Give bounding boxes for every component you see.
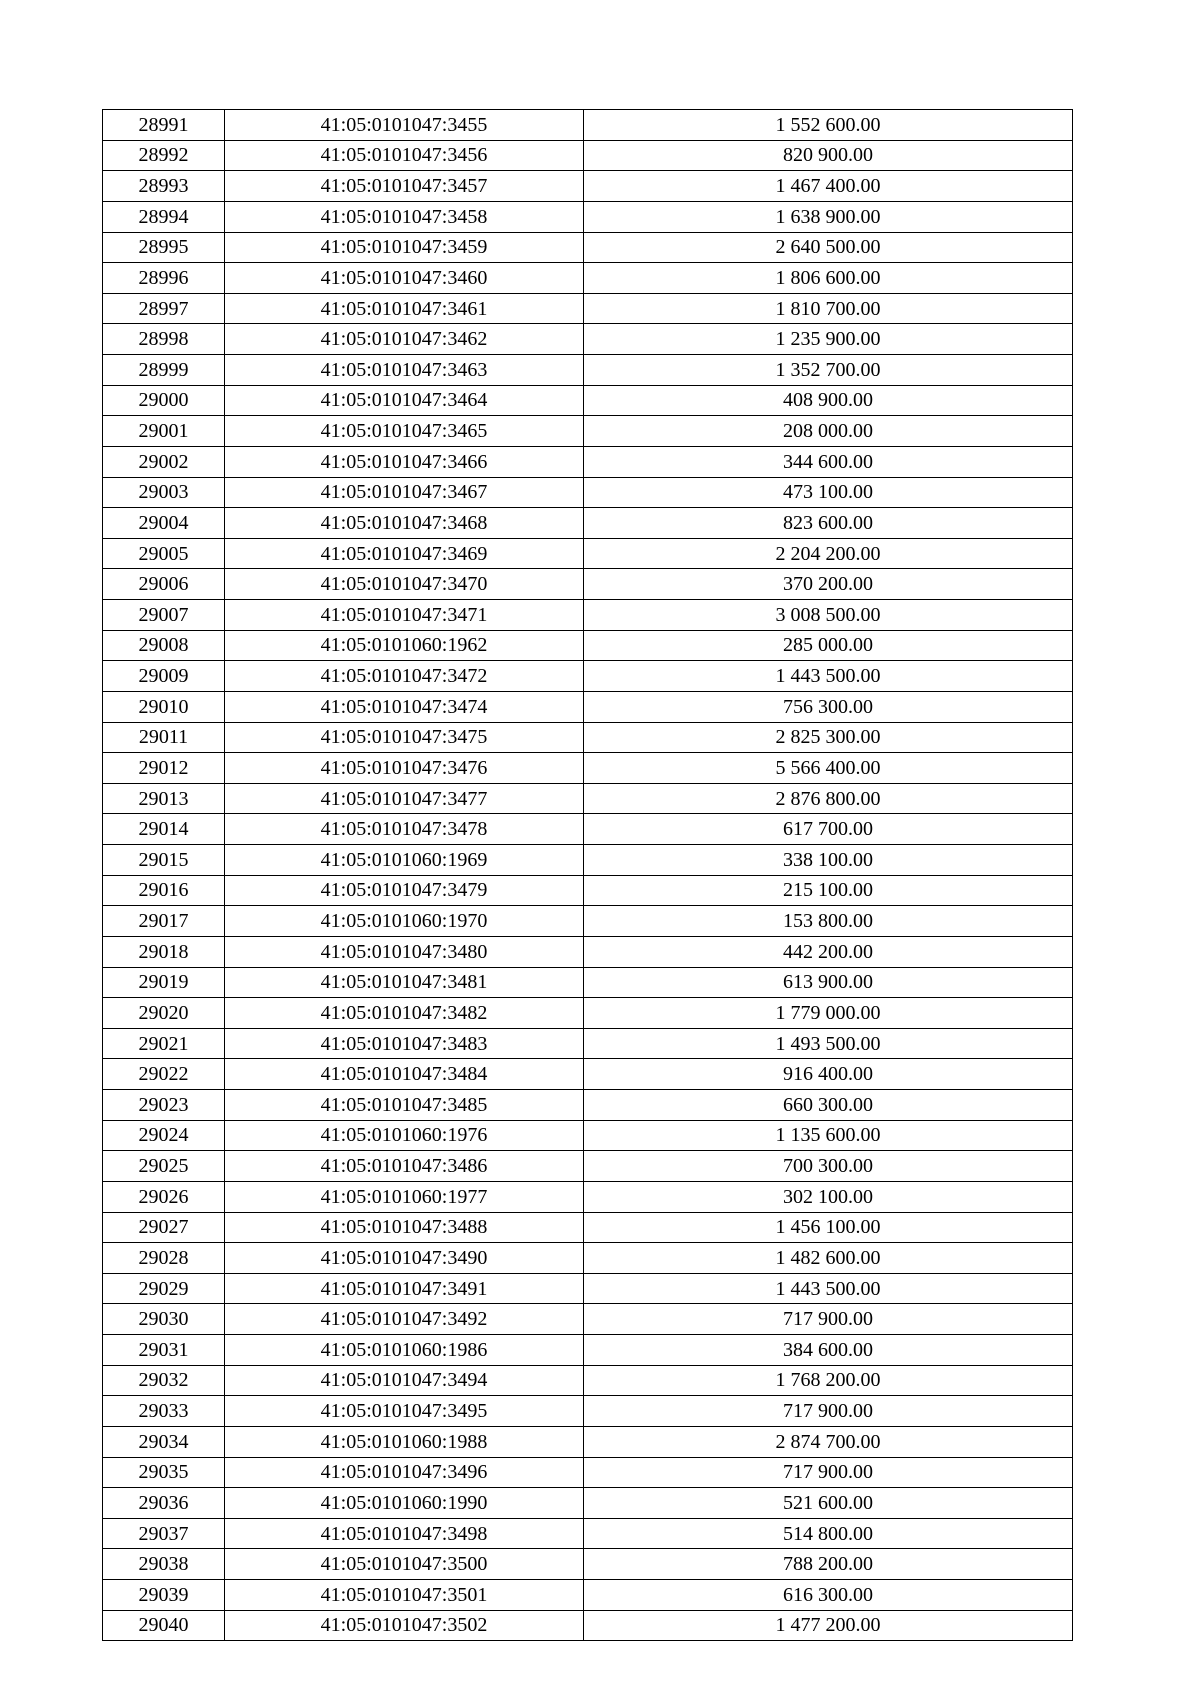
table-row [103,1304,1073,1335]
row-number-cell: 29009 [103,661,225,692]
cadastral-value-cell: 660 300.00 [584,1090,1073,1121]
table-row [103,661,1073,692]
cadastral-number-cell: 41:05:0101047:3478 [225,814,584,845]
cadastral-number-cell: 41:05:0101047:3456 [225,140,584,171]
row-number-cell: 29011 [103,722,225,753]
table-row [103,110,1073,141]
cadastral-value-cell: 514 800.00 [584,1518,1073,1549]
cadastral-value-cell: 153 800.00 [584,906,1073,937]
cadastral-number-cell: 41:05:0101047:3472 [225,661,584,692]
row-number-cell: 29028 [103,1243,225,1274]
cadastral-number-cell: 41:05:0101060:1969 [225,845,584,876]
table-row [103,293,1073,324]
row-number-cell: 28992 [103,140,225,171]
row-number-cell: 28991 [103,110,225,141]
cadastral-number-cell: 41:05:0101047:3467 [225,477,584,508]
table-row [103,1457,1073,1488]
cadastral-number-cell: 41:05:0101047:3491 [225,1273,584,1304]
row-number-cell: 29029 [103,1273,225,1304]
cadastral-number-cell: 41:05:0101047:3474 [225,691,584,722]
row-number-cell: 29013 [103,783,225,814]
table-row [103,201,1073,232]
cadastral-value-cell: 1 552 600.00 [584,110,1073,141]
row-number-cell: 29040 [103,1610,225,1641]
cadastral-value-cell: 1 467 400.00 [584,171,1073,202]
row-number-cell: 29019 [103,967,225,998]
table-row [103,845,1073,876]
cadastral-value-cell: 208 000.00 [584,416,1073,447]
cadastral-value-cell: 384 600.00 [584,1335,1073,1366]
row-number-cell: 29025 [103,1151,225,1182]
table-row [103,967,1073,998]
cadastral-value-cell: 338 100.00 [584,845,1073,876]
row-number-cell: 29026 [103,1181,225,1212]
row-number-cell: 29027 [103,1212,225,1243]
cadastral-value-cell: 1 768 200.00 [584,1365,1073,1396]
cadastral-value-cell: 370 200.00 [584,569,1073,600]
table-row [103,446,1073,477]
table-row [103,1243,1073,1274]
row-number-cell: 29022 [103,1059,225,1090]
cadastral-number-cell: 41:05:0101047:3496 [225,1457,584,1488]
table-row [103,998,1073,1029]
row-number-cell: 29004 [103,508,225,539]
cadastral-number-cell: 41:05:0101047:3500 [225,1549,584,1580]
row-number-cell: 29012 [103,753,225,784]
cadastral-number-cell: 41:05:0101047:3482 [225,998,584,1029]
cadastral-value-cell: 3 008 500.00 [584,600,1073,631]
cadastral-value-cell: 756 300.00 [584,691,1073,722]
cadastral-number-cell: 41:05:0101047:3469 [225,538,584,569]
cadastral-number-cell: 41:05:0101047:3495 [225,1396,584,1427]
cadastral-number-cell: 41:05:0101060:1977 [225,1181,584,1212]
row-number-cell: 28998 [103,324,225,355]
table-row [103,1212,1073,1243]
row-number-cell: 29008 [103,630,225,661]
cadastral-number-cell: 41:05:0101047:3471 [225,600,584,631]
table-row [103,416,1073,447]
cadastral-value-cell: 2 874 700.00 [584,1426,1073,1457]
cadastral-value-cell: 521 600.00 [584,1488,1073,1519]
table-row [103,1059,1073,1090]
row-number-cell: 29031 [103,1335,225,1366]
table-row [103,1273,1073,1304]
row-number-cell: 29030 [103,1304,225,1335]
cadastral-value-cell: 1 779 000.00 [584,998,1073,1029]
cadastral-number-cell: 41:05:0101047:3457 [225,171,584,202]
cadastral-value-cell: 717 900.00 [584,1304,1073,1335]
table-body [103,110,1073,1641]
cadastral-value-cell: 473 100.00 [584,477,1073,508]
cadastral-value-cell: 616 300.00 [584,1580,1073,1611]
row-number-cell: 29039 [103,1580,225,1611]
table-row [103,753,1073,784]
row-number-cell: 29005 [103,538,225,569]
row-number-cell: 29010 [103,691,225,722]
table-row [103,477,1073,508]
row-number-cell: 28993 [103,171,225,202]
cadastral-value-cell: 2 825 300.00 [584,722,1073,753]
cadastral-value-cell: 1 482 600.00 [584,1243,1073,1274]
table-row [103,722,1073,753]
row-number-cell: 29015 [103,845,225,876]
cadastral-number-cell: 41:05:0101047:3461 [225,293,584,324]
row-number-cell: 29002 [103,446,225,477]
table-row [103,1181,1073,1212]
table-row [103,1090,1073,1121]
cadastral-number-cell: 41:05:0101047:3460 [225,263,584,294]
cadastral-number-cell: 41:05:0101047:3483 [225,1028,584,1059]
cadastral-number-cell: 41:05:0101047:3464 [225,385,584,416]
cadastral-value-cell: 788 200.00 [584,1549,1073,1580]
table-row [103,814,1073,845]
table-row [103,1518,1073,1549]
cadastral-value-cell: 1 638 900.00 [584,201,1073,232]
cadastral-value-cell: 215 100.00 [584,875,1073,906]
row-number-cell: 29038 [103,1549,225,1580]
row-number-cell: 29018 [103,936,225,967]
table-row [103,783,1073,814]
row-number-cell: 29006 [103,569,225,600]
cadastral-value-cell: 442 200.00 [584,936,1073,967]
cadastral-number-cell: 41:05:0101047:3486 [225,1151,584,1182]
cadastral-value-cell: 916 400.00 [584,1059,1073,1090]
cadastral-number-cell: 41:05:0101047:3468 [225,508,584,539]
row-number-cell: 29016 [103,875,225,906]
cadastral-number-cell: 41:05:0101047:3481 [225,967,584,998]
row-number-cell: 29033 [103,1396,225,1427]
cadastral-number-cell: 41:05:0101047:3470 [225,569,584,600]
cadastral-value-cell: 823 600.00 [584,508,1073,539]
cadastral-value-cell: 302 100.00 [584,1181,1073,1212]
row-number-cell: 29003 [103,477,225,508]
cadastral-value-cell: 1 235 900.00 [584,324,1073,355]
table-row [103,324,1073,355]
cadastral-number-cell: 41:05:0101047:3462 [225,324,584,355]
cadastral-number-cell: 41:05:0101060:1988 [225,1426,584,1457]
cadastral-value-cell: 1 443 500.00 [584,1273,1073,1304]
cadastral-number-cell: 41:05:0101047:3498 [225,1518,584,1549]
cadastral-number-cell: 41:05:0101047:3475 [225,722,584,753]
table-row [103,355,1073,386]
table-row [103,875,1073,906]
cadastral-value-cell: 285 000.00 [584,630,1073,661]
cadastral-value-cell: 1 493 500.00 [584,1028,1073,1059]
cadastral-value-cell: 717 900.00 [584,1396,1073,1427]
row-number-cell: 29000 [103,385,225,416]
row-number-cell: 28997 [103,293,225,324]
cadastral-number-cell: 41:05:0101047:3484 [225,1059,584,1090]
table-row [103,1610,1073,1641]
table-row [103,569,1073,600]
table-row [103,1028,1073,1059]
cadastral-value-cell: 408 900.00 [584,385,1073,416]
cadastral-value-cell: 2 204 200.00 [584,538,1073,569]
row-number-cell: 29037 [103,1518,225,1549]
cadastral-value-cell: 2 876 800.00 [584,783,1073,814]
cadastral-value-cell: 1 810 700.00 [584,293,1073,324]
cadastral-number-cell: 41:05:0101047:3494 [225,1365,584,1396]
row-number-cell: 29023 [103,1090,225,1121]
cadastral-number-cell: 41:05:0101047:3463 [225,355,584,386]
cadastral-value-cell: 1 443 500.00 [584,661,1073,692]
table-row [103,385,1073,416]
row-number-cell: 29035 [103,1457,225,1488]
cadastral-number-cell: 41:05:0101047:3455 [225,110,584,141]
cadastral-number-cell: 41:05:0101047:3480 [225,936,584,967]
row-number-cell: 28994 [103,201,225,232]
table-row [103,1426,1073,1457]
cadastral-number-cell: 41:05:0101047:3459 [225,232,584,263]
cadastral-value-cell: 820 900.00 [584,140,1073,171]
row-number-cell: 29001 [103,416,225,447]
table-row [103,1151,1073,1182]
row-number-cell: 29036 [103,1488,225,1519]
cadastral-number-cell: 41:05:0101047:3488 [225,1212,584,1243]
cadastral-number-cell: 41:05:0101047:3466 [225,446,584,477]
table-row [103,508,1073,539]
row-number-cell: 29032 [103,1365,225,1396]
table-row [103,1580,1073,1611]
table-row [103,936,1073,967]
table-row [103,1549,1073,1580]
cadastral-number-cell: 41:05:0101060:1970 [225,906,584,937]
cadastral-number-cell: 41:05:0101047:3465 [225,416,584,447]
row-number-cell: 29007 [103,600,225,631]
cadastral-number-cell: 41:05:0101047:3492 [225,1304,584,1335]
cadastral-value-cell: 2 640 500.00 [584,232,1073,263]
row-number-cell: 29017 [103,906,225,937]
cadastral-value-cell: 1 806 600.00 [584,263,1073,294]
table-row [103,691,1073,722]
table-row [103,538,1073,569]
row-number-cell: 28995 [103,232,225,263]
cadastral-value-cell: 617 700.00 [584,814,1073,845]
row-number-cell: 28999 [103,355,225,386]
row-number-cell: 29021 [103,1028,225,1059]
cadastral-number-cell: 41:05:0101060:1990 [225,1488,584,1519]
table-row [103,630,1073,661]
table-row [103,1488,1073,1519]
table-row [103,140,1073,171]
table-row [103,906,1073,937]
table-row [103,1335,1073,1366]
cadastral-number-cell: 41:05:0101047:3502 [225,1610,584,1641]
row-number-cell: 28996 [103,263,225,294]
cadastral-value-cell: 1 477 200.00 [584,1610,1073,1641]
table-row [103,1120,1073,1151]
cadastral-value-cell: 1 456 100.00 [584,1212,1073,1243]
table-row [103,232,1073,263]
cadastral-number-cell: 41:05:0101060:1986 [225,1335,584,1366]
cadastral-number-cell: 41:05:0101047:3458 [225,201,584,232]
cadastral-number-cell: 41:05:0101060:1976 [225,1120,584,1151]
cadastral-value-cell: 717 900.00 [584,1457,1073,1488]
row-number-cell: 29020 [103,998,225,1029]
cadastral-number-cell: 41:05:0101060:1962 [225,630,584,661]
cadastral-number-cell: 41:05:0101047:3479 [225,875,584,906]
cadastral-value-cell: 700 300.00 [584,1151,1073,1182]
table-row [103,1365,1073,1396]
cadastral-number-cell: 41:05:0101047:3477 [225,783,584,814]
table-row [103,263,1073,294]
cadastral-number-cell: 41:05:0101047:3476 [225,753,584,784]
cadastral-number-cell: 41:05:0101047:3490 [225,1243,584,1274]
table-row [103,171,1073,202]
cadastral-value-cell: 344 600.00 [584,446,1073,477]
cadastral-value-table [102,109,1073,1641]
cadastral-number-cell: 41:05:0101047:3485 [225,1090,584,1121]
row-number-cell: 29034 [103,1426,225,1457]
row-number-cell: 29014 [103,814,225,845]
cadastral-value-cell: 613 900.00 [584,967,1073,998]
cadastral-value-cell: 1 352 700.00 [584,355,1073,386]
table-row [103,1396,1073,1427]
cadastral-number-cell: 41:05:0101047:3501 [225,1580,584,1611]
table-row [103,600,1073,631]
cadastral-value-cell: 1 135 600.00 [584,1120,1073,1151]
row-number-cell: 29024 [103,1120,225,1151]
cadastral-value-cell: 5 566 400.00 [584,753,1073,784]
